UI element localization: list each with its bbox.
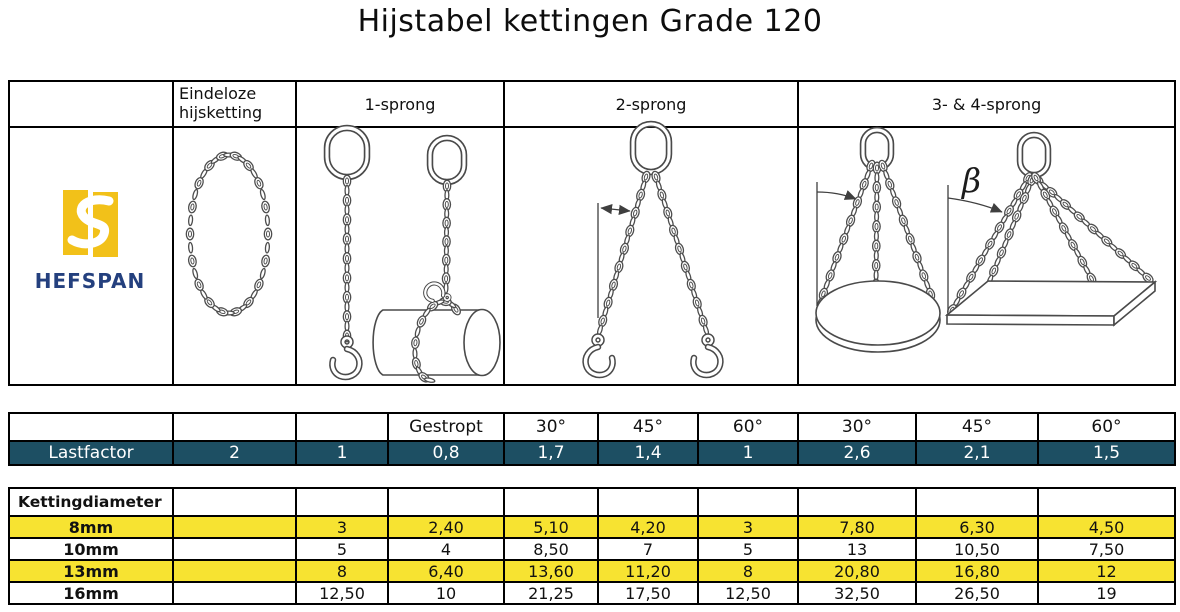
- load-factor-value-cell: 1,4: [598, 441, 698, 465]
- table-row: [9, 441, 1175, 465]
- capacity-value-cell: [173, 516, 296, 538]
- table-row: [9, 582, 1175, 604]
- capacity-value-cell: 7,80: [798, 516, 916, 538]
- capacity-header-cell: [173, 488, 296, 516]
- capacity-value-cell: 7: [598, 538, 698, 560]
- capacity-value-cell: 10: [388, 582, 504, 604]
- capacity-value-cell: 6,30: [916, 516, 1038, 538]
- capacity-header-cell: [388, 488, 504, 516]
- capacity-value-cell: 11,20: [598, 560, 698, 582]
- capacity-value-cell: 5: [698, 538, 798, 560]
- capacity-value-cell: [173, 560, 296, 582]
- capacity-value-cell: 2,40: [388, 516, 504, 538]
- capacity-header-cell: [296, 488, 388, 516]
- chain-diameter-cell: 10mm: [9, 538, 173, 560]
- angle-header-cell: 30°: [798, 413, 916, 441]
- capacity-value-cell: 16,80: [916, 560, 1038, 582]
- capacity-value-cell: 13: [798, 538, 916, 560]
- capacity-header-cell: [1038, 488, 1175, 516]
- load-factor-value-cell: 1,7: [504, 441, 598, 465]
- capacity-value-cell: 4,50: [1038, 516, 1175, 538]
- capacity-value-cell: 13,60: [504, 560, 598, 582]
- capacity-value-cell: 7,50: [1038, 538, 1175, 560]
- capacity-value-cell: 21,25: [504, 582, 598, 604]
- capacity-value-cell: 5: [296, 538, 388, 560]
- capacity-value-cell: 32,50: [798, 582, 916, 604]
- chain-diameter-cell: 8mm: [9, 516, 173, 538]
- chain-diameter-header: Kettingdiameter: [9, 488, 173, 516]
- angle-header-cell: 45°: [598, 413, 698, 441]
- load-factor-value-cell: 2,1: [916, 441, 1038, 465]
- capacity-value-cell: 10,50: [916, 538, 1038, 560]
- illustration-cell-2-leg: [504, 127, 798, 385]
- sling-type-header-1-leg: 1-sprong: [296, 81, 504, 127]
- illustration-cell-1-leg: [296, 127, 504, 385]
- capacity-value-cell: 12,50: [296, 582, 388, 604]
- table-row: [9, 81, 1175, 127]
- chain-diameter-cell: 13mm: [9, 560, 173, 582]
- angle-header-cell: [296, 413, 388, 441]
- sling-type-header-endless: Eindeloze hijsketting: [173, 81, 296, 127]
- capacity-header-cell: [916, 488, 1038, 516]
- load-factor-table: [8, 412, 1176, 466]
- capacity-value-cell: 8,50: [504, 538, 598, 560]
- chain-diameter-cell: 16mm: [9, 582, 173, 604]
- capacity-value-cell: 3: [296, 516, 388, 538]
- load-factor-value-cell: 1,5: [1038, 441, 1175, 465]
- capacity-value-cell: 8: [698, 560, 798, 582]
- table-row: [9, 127, 1175, 385]
- capacity-value-cell: 19: [1038, 582, 1175, 604]
- illustration-cell-3-4-leg: [798, 127, 1175, 385]
- load-factor-value-cell: 1: [698, 441, 798, 465]
- capacity-value-cell: 20,80: [798, 560, 916, 582]
- logo-icon: [63, 190, 118, 257]
- capacity-table: [8, 487, 1176, 605]
- capacity-value-cell: 3: [698, 516, 798, 538]
- table-row: [9, 560, 1175, 582]
- angle-header-cell: Gestropt: [388, 413, 504, 441]
- capacity-value-cell: 4,20: [598, 516, 698, 538]
- angle-header-cell: 45°: [916, 413, 1038, 441]
- sling-type-header-3-4-leg: 3- & 4-sprong: [798, 81, 1175, 127]
- logo-block: [26, 190, 154, 293]
- logo-brand-text: HEFSPAN: [34, 269, 146, 293]
- angle-header-cell: 60°: [1038, 413, 1175, 441]
- table-row: [9, 516, 1175, 538]
- angle-header-cell: 60°: [698, 413, 798, 441]
- table-row: [9, 413, 1175, 441]
- capacity-value-cell: 17,50: [598, 582, 698, 604]
- capacity-header-cell: [698, 488, 798, 516]
- capacity-value-cell: 26,50: [916, 582, 1038, 604]
- capacity-header-cell: [598, 488, 698, 516]
- capacity-value-cell: 12,50: [698, 582, 798, 604]
- capacity-value-cell: 5,10: [504, 516, 598, 538]
- page-title: Hijstabel kettingen Grade 120: [357, 4, 823, 39]
- angle-header-cell: [173, 413, 296, 441]
- angle-header-cell: 30°: [504, 413, 598, 441]
- capacity-header-cell: [798, 488, 916, 516]
- capacity-header-cell: [504, 488, 598, 516]
- table-row: [9, 538, 1175, 560]
- illustration-cell-endless: [173, 127, 296, 385]
- load-factor-label: Lastfactor: [9, 441, 173, 465]
- table-row: [9, 488, 1175, 516]
- sling-types-table: [8, 80, 1176, 386]
- load-factor-value-cell: 2: [173, 441, 296, 465]
- capacity-value-cell: [173, 538, 296, 560]
- angle-header-cell: [9, 413, 173, 441]
- capacity-value-cell: 6,40: [388, 560, 504, 582]
- capacity-value-cell: 12: [1038, 560, 1175, 582]
- load-factor-value-cell: 0,8: [388, 441, 504, 465]
- capacity-value-cell: 8: [296, 560, 388, 582]
- sling-type-header-empty: [9, 81, 173, 127]
- capacity-value-cell: 4: [388, 538, 504, 560]
- load-factor-value-cell: 1: [296, 441, 388, 465]
- beta-angle-label: β: [962, 161, 982, 200]
- capacity-value-cell: [173, 582, 296, 604]
- load-factor-value-cell: 2,6: [798, 441, 916, 465]
- sling-type-header-2-leg: 2-sprong: [504, 81, 798, 127]
